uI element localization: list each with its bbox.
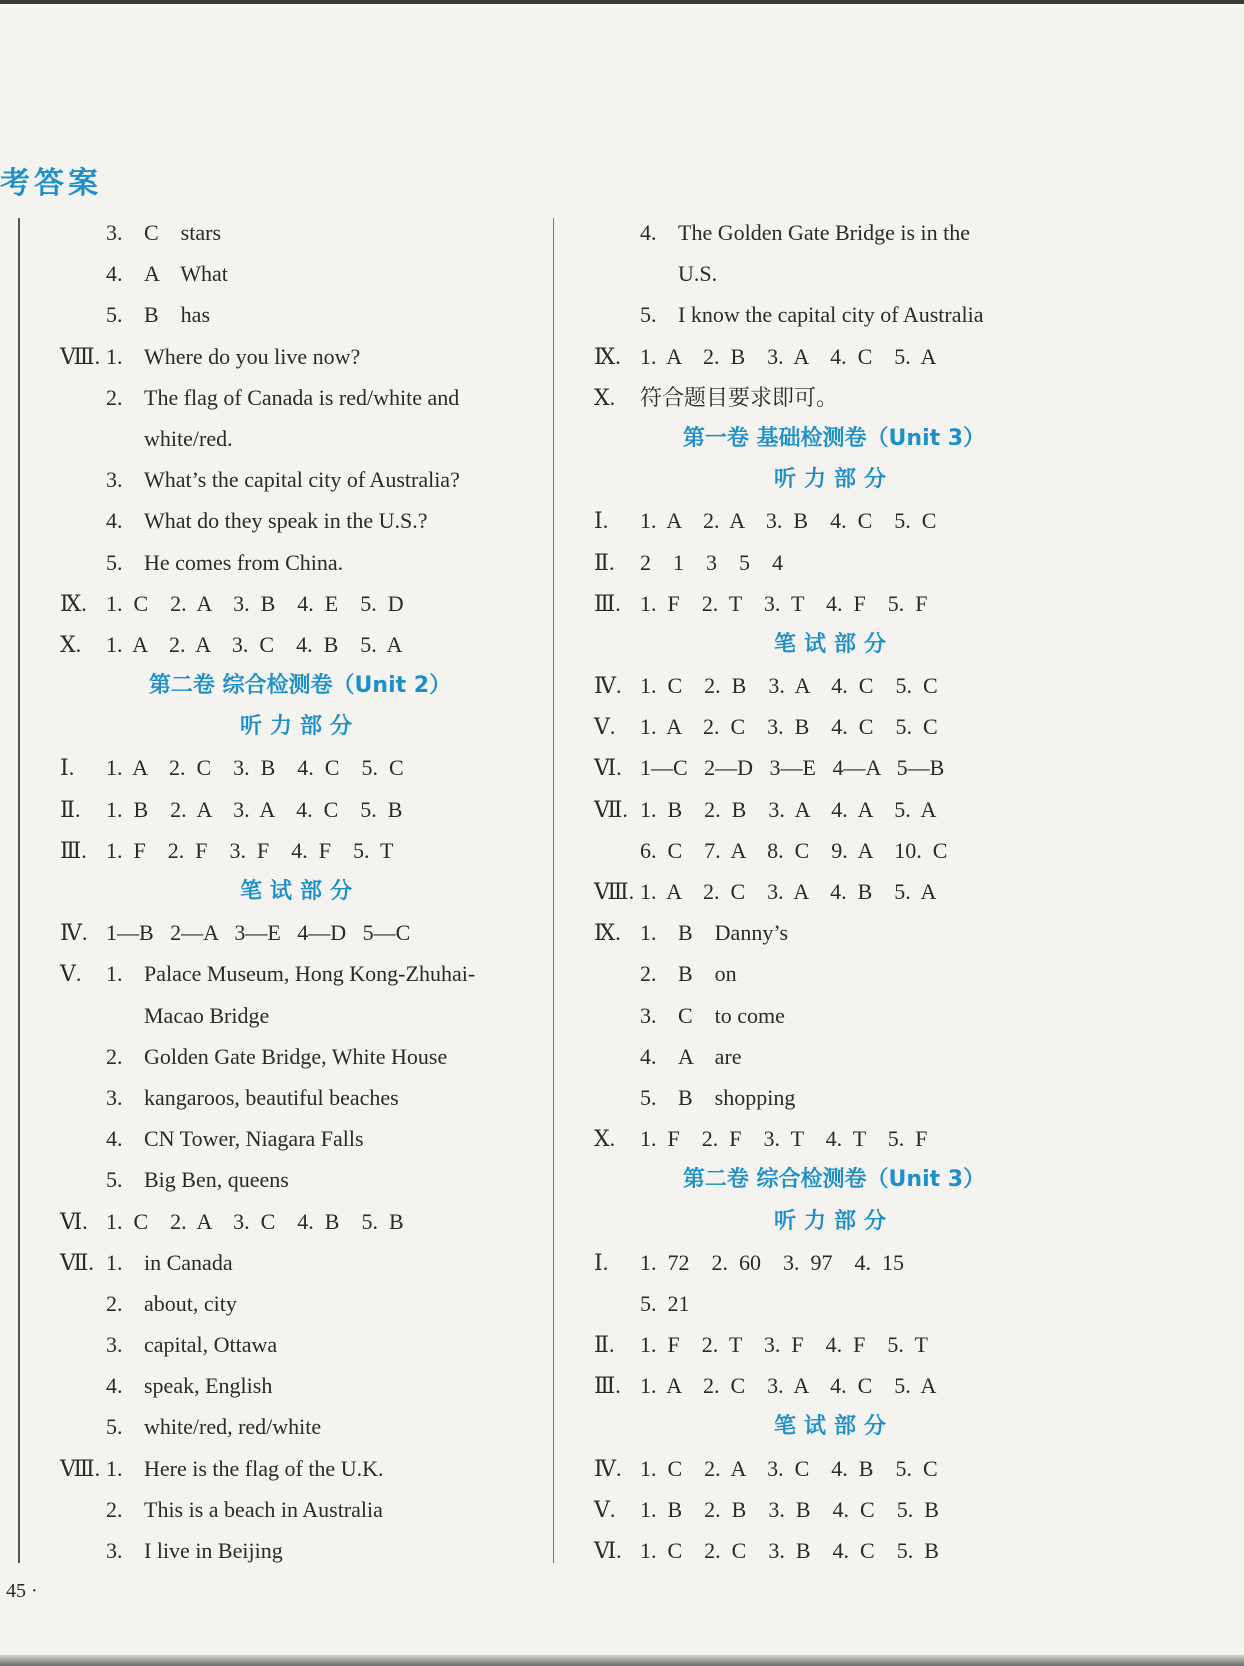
answer-row	[60, 1448, 540, 1489]
answer-row	[594, 1283, 1074, 1324]
answer-text: A are	[678, 1043, 742, 1069]
item-number: 4.	[640, 220, 657, 245]
answer-row	[594, 871, 1074, 912]
answer-row	[60, 1118, 540, 1159]
item-number: 4.	[106, 1126, 123, 1152]
answer-text: 1. F 2. F 3. T 4. T 5. F	[640, 1126, 928, 1152]
answer-text: Here is the flag of the U.K.	[144, 1455, 384, 1481]
answer-text: The Golden Gate Bridge is in the	[678, 220, 971, 245]
answer-text: What’s the capital city of Australia?	[144, 467, 460, 493]
answer-row	[60, 1036, 540, 1077]
roman-numeral: Ⅵ.	[594, 755, 622, 781]
answer-text: 1. B 2. A 3. A 4. C 5. B	[106, 796, 403, 822]
item-number: 3.	[106, 467, 123, 493]
answer-row	[60, 830, 540, 871]
roman-numeral: Ⅸ.	[594, 920, 621, 946]
answer-row	[594, 1242, 1074, 1283]
section-heading: 第二卷 综合检测卷（Unit 3）	[682, 1167, 986, 1193]
item-number: 1.	[106, 1249, 123, 1275]
answer-row	[594, 253, 1074, 294]
answer-row	[60, 294, 540, 335]
answer-row	[60, 1283, 540, 1324]
answer-row	[594, 789, 1074, 830]
subsection-heading: 笔试部分	[239, 879, 360, 904]
answer-row	[594, 912, 1074, 953]
item-number: 3.	[106, 1332, 123, 1358]
answer-row	[60, 1489, 540, 1530]
answer-text: B shopping	[678, 1084, 796, 1110]
item-number: 4.	[640, 1043, 657, 1069]
answer-row	[594, 1324, 1074, 1365]
subsection-heading: 笔试部分	[773, 1414, 894, 1440]
answer-row	[60, 1324, 540, 1365]
answer-text: The flag of Canada is red/white and	[144, 384, 460, 410]
item-number: 5.	[106, 1167, 123, 1193]
answer-row	[60, 1530, 540, 1571]
answer-row	[594, 1118, 1074, 1159]
roman-numeral: Ⅳ.	[594, 1455, 622, 1481]
answer-text: This is a beach in Australia	[144, 1496, 383, 1522]
answer-text: I live in Beijing	[144, 1538, 283, 1563]
answer-text: I know the capital city of Australia	[678, 302, 984, 328]
answer-text: 1. C 2. A 3. C 4. B 5. C	[640, 1455, 938, 1481]
item-number: 3.	[106, 1084, 123, 1110]
answer-row	[60, 1242, 540, 1283]
item-number: 3.	[640, 1002, 657, 1028]
item-number: 4.	[106, 261, 123, 287]
answer-text: C stars	[144, 220, 221, 245]
answer-row	[594, 953, 1074, 994]
answer-row	[60, 995, 540, 1036]
item-number: 1.	[106, 1455, 123, 1481]
item-number: 1.	[640, 920, 657, 946]
answer-text: white/red, red/white	[144, 1414, 322, 1440]
left-margin-bar	[18, 218, 20, 1563]
roman-numeral: Ⅴ.	[594, 714, 616, 740]
roman-numeral: Ⅵ.	[594, 1538, 622, 1563]
answer-row	[60, 253, 540, 294]
answer-text: B has	[144, 302, 210, 328]
header-title: 考答案	[0, 166, 102, 201]
answer-text: 1. A 2. C 3. A 4. B 5. A	[640, 879, 937, 904]
roman-numeral: Ⅳ.	[594, 673, 622, 699]
item-number: 4.	[106, 1373, 123, 1399]
subsection-heading: 听力部分	[773, 467, 894, 493]
answer-text: 2 1 3 5 4	[640, 549, 783, 575]
item-number: 3.	[106, 220, 123, 245]
roman-numeral: Ⅱ.	[60, 796, 81, 822]
answer-row	[594, 500, 1074, 541]
answer-text: about, city	[144, 1290, 237, 1316]
answer-text: 1. A 2. C 3. B 4. C 5. C	[640, 714, 938, 740]
answer-row	[60, 459, 540, 500]
answer-row	[594, 1448, 1074, 1489]
item-number: 2.	[106, 1496, 123, 1522]
answer-row	[60, 953, 540, 994]
answer-row	[60, 377, 540, 418]
answer-row	[594, 336, 1074, 377]
page-number: 45 ·	[6, 1580, 38, 1602]
answer-row	[594, 377, 1074, 418]
answer-row	[594, 1365, 1074, 1406]
section-heading: 第二卷 综合检测卷（Unit 2）	[148, 673, 452, 699]
answer-text: A What	[144, 261, 228, 287]
answer-row	[60, 500, 540, 541]
item-number: 5.	[106, 1414, 123, 1440]
answer-row	[60, 418, 540, 459]
answer-row	[60, 1406, 540, 1447]
answer-text: B on	[678, 961, 737, 987]
answer-text: C to come	[678, 1002, 785, 1028]
answer-text: 1. A 2. A 3. B 4. C 5. C	[640, 508, 937, 534]
answer-text: 1. B 2. B 3. A 4. A 5. A	[640, 796, 937, 822]
item-number: 2.	[640, 961, 657, 987]
roman-numeral: Ⅸ.	[60, 590, 87, 616]
roman-numeral: Ⅱ.	[594, 1332, 615, 1358]
roman-numeral: Ⅷ.	[594, 879, 635, 904]
answer-row	[60, 212, 540, 253]
answer-text: 1. A 2. C 3. A 4. C 5. A	[640, 1373, 937, 1399]
answer-text: 1. A 2. C 3. B 4. C 5. C	[106, 755, 404, 781]
answer-row	[60, 789, 540, 830]
item-number: 5.	[640, 302, 657, 328]
answer-text: 1. B 2. B 3. B 4. C 5. B	[640, 1496, 939, 1522]
answer-text: in Canada	[144, 1249, 233, 1275]
answer-row	[60, 583, 540, 624]
subsection-heading: 听力部分	[239, 714, 360, 740]
answer-row	[594, 583, 1074, 624]
roman-numeral: Ⅹ.	[594, 384, 616, 410]
roman-numeral: Ⅴ.	[594, 1496, 616, 1522]
roman-numeral: Ⅲ.	[594, 590, 621, 616]
roman-numeral: Ⅲ.	[60, 837, 87, 863]
answer-text: Golden Gate Bridge, White House	[144, 1043, 448, 1069]
answer-row	[60, 542, 540, 583]
answer-text: Where do you live now?	[144, 343, 361, 369]
answer-row	[594, 1036, 1074, 1077]
answer-text: 1. F 2. T 3. F 4. F 5. T	[640, 1332, 928, 1358]
item-number: 4.	[106, 508, 123, 534]
answer-row	[594, 294, 1074, 335]
answer-row	[60, 1077, 540, 1118]
answer-text: He comes from China.	[144, 549, 344, 575]
answer-text: Big Ben, queens	[144, 1167, 289, 1193]
subsection-heading: 笔试部分	[773, 631, 894, 657]
answer-row	[594, 1489, 1074, 1530]
item-number: 1.	[106, 961, 123, 987]
roman-numeral: Ⅰ.	[60, 755, 75, 781]
answer-continuation: Macao Bridge	[144, 1002, 270, 1028]
roman-numeral: Ⅱ.	[594, 549, 615, 575]
answer-row	[60, 747, 540, 788]
bottom-edge	[0, 1655, 1244, 1666]
roman-numeral: Ⅶ.	[60, 1249, 94, 1275]
answer-text: 1. F 2. F 3. F 4. F 5. T	[106, 837, 394, 863]
answer-row	[60, 1365, 540, 1406]
answer-continuation: U.S.	[678, 261, 718, 287]
answer-text: 5. 21	[640, 1290, 690, 1316]
roman-numeral: Ⅹ.	[60, 631, 82, 657]
answer-text: kangaroos, beautiful beaches	[144, 1084, 399, 1110]
answer-text: 1. C 2. B 3. A 4. C 5. C	[640, 673, 938, 699]
answer-row	[594, 1530, 1074, 1571]
answer-text: Palace Museum, Hong Kong-Zhuhai-	[144, 961, 476, 987]
roman-numeral: Ⅰ.	[594, 1249, 609, 1275]
item-number: 5.	[106, 549, 123, 575]
answer-row	[594, 212, 1074, 253]
roman-numeral: Ⅶ.	[594, 796, 628, 822]
answer-row	[594, 542, 1074, 583]
answer-row	[60, 624, 540, 665]
answer-text: 1. F 2. T 3. T 4. F 5. F	[640, 590, 928, 616]
roman-numeral: Ⅷ.	[60, 1455, 101, 1481]
roman-numeral: Ⅰ.	[594, 508, 609, 534]
roman-numeral: Ⅳ.	[60, 920, 88, 946]
answer-text: 1. A 2. A 3. C 4. B 5. A	[106, 631, 403, 657]
answer-text: B Danny’s	[678, 920, 788, 946]
answer-row	[60, 1159, 540, 1200]
item-number: 1.	[106, 343, 123, 369]
answer-row	[594, 747, 1074, 788]
roman-numeral: Ⅸ.	[594, 343, 621, 369]
answer-row	[60, 336, 540, 377]
answer-text: 符合题目要求即可。	[640, 384, 839, 410]
right-column	[594, 212, 1074, 1571]
answer-row	[594, 830, 1074, 871]
column-divider	[553, 218, 554, 1563]
answer-row	[594, 1077, 1074, 1118]
answer-row	[594, 665, 1074, 706]
answer-text: 1. C 2. A 3. B 4. E 5. D	[106, 590, 404, 616]
roman-numeral: Ⅷ.	[60, 343, 101, 369]
item-number: 5.	[106, 302, 123, 328]
answer-row	[594, 995, 1074, 1036]
answer-row	[60, 912, 540, 953]
answer-text: 6. C 7. A 8. C 9. A 10. C	[640, 837, 948, 863]
roman-numeral: Ⅴ.	[60, 961, 82, 987]
answer-text: speak, English	[144, 1373, 273, 1399]
answer-text: 1. C 2. A 3. C 4. B 5. B	[106, 1208, 404, 1234]
answer-text: 1. 72 2. 60 3. 97 4. 15	[640, 1249, 904, 1275]
answer-row	[60, 1201, 540, 1242]
item-number: 3.	[106, 1538, 123, 1563]
item-number: 5.	[640, 1084, 657, 1110]
section-heading: 第一卷 基础检测卷（Unit 3）	[682, 425, 986, 451]
roman-numeral: Ⅲ.	[594, 1373, 621, 1399]
roman-numeral: Ⅵ.	[60, 1208, 88, 1234]
answer-text: What do they speak in the U.S.?	[144, 508, 428, 534]
top-rule	[0, 0, 1244, 4]
left-column	[60, 212, 540, 1571]
item-number: 2.	[106, 1290, 123, 1316]
answer-text: capital, Ottawa	[144, 1332, 278, 1358]
answer-text: 1—B 2—A 3—E 4—D 5—C	[106, 920, 411, 946]
item-number: 2.	[106, 1043, 123, 1069]
answer-continuation: white/red.	[144, 425, 233, 451]
answer-text: 1—C 2—D 3—E 4—A 5—B	[640, 755, 945, 781]
answer-text: 1. A 2. B 3. A 4. C 5. A	[640, 343, 937, 369]
item-number: 2.	[106, 384, 123, 410]
roman-numeral: Ⅹ.	[594, 1126, 616, 1152]
answer-text: CN Tower, Niagara Falls	[144, 1126, 364, 1152]
answer-row	[594, 706, 1074, 747]
answer-text: 1. C 2. C 3. B 4. C 5. B	[640, 1538, 939, 1563]
subsection-heading: 听力部分	[773, 1208, 894, 1234]
